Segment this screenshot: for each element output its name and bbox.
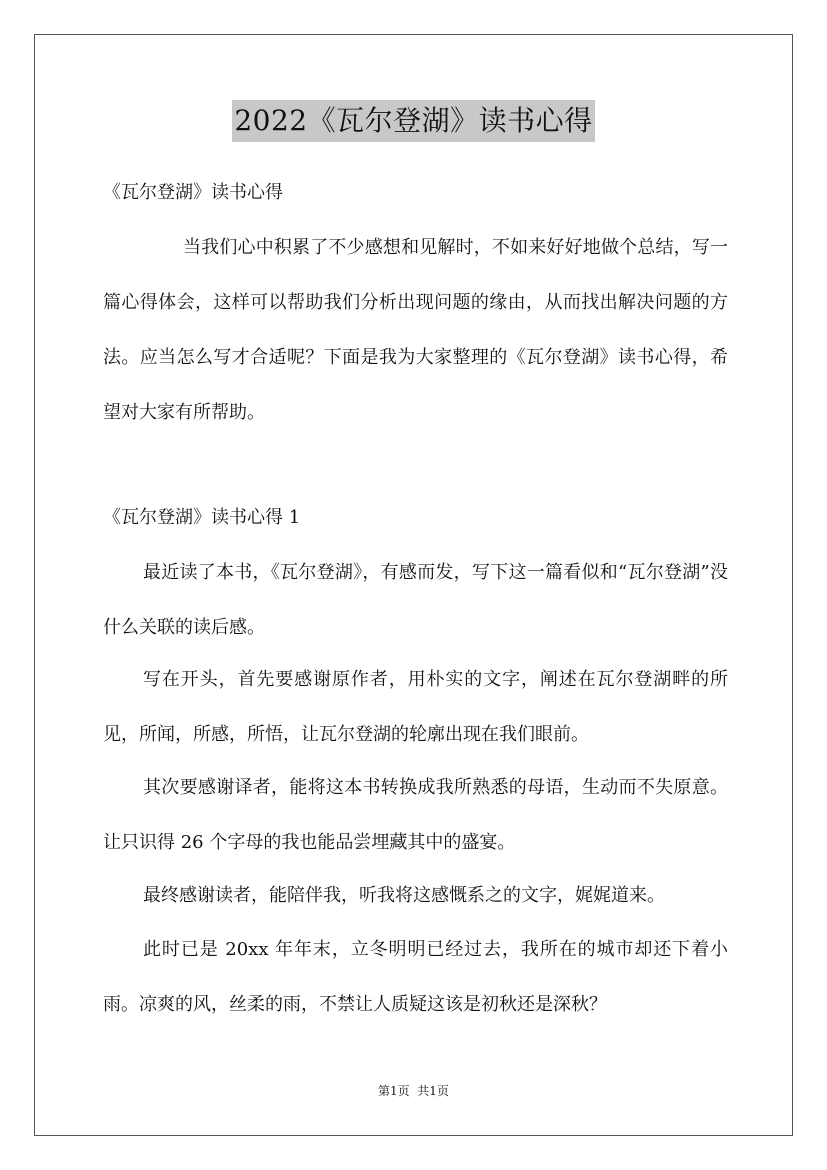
body-paragraph-5: 此时已是 20xx 年年末，立冬明明已经过去，我所在的城市却还下着小雨。凉爽的风，丝柔的雨，不禁让人质疑这该是初秋还是深秋？: [103, 939, 728, 1015]
body-paragraph-2: 写在开头，首先要感谢原作者，用朴实的文字，阐述在瓦尔登湖畔的所见，所闻，所感，所悟，让瓦尔登湖的轮廓出现在我们眼前。: [103, 669, 728, 745]
body-paragraph-1: 最近读了本书，《瓦尔登湖》，有感而发，写下这一篇看似和“瓦尔登湖”没什么关联的读后感。: [103, 562, 728, 638]
document-title: 2022《瓦尔登湖》读书心得: [232, 100, 594, 142]
body-paragraph-3: 其次要感谢译者，能将这本书转换成我所熟悉的母语，生动而不失原意。让只识得 26 个字母的我也能品尝埋藏其中的盛宴。: [103, 777, 728, 853]
section-heading: 《瓦尔登湖》读书心得 1: [103, 507, 301, 528]
document-subtitle: 《瓦尔登湖》读书心得: [103, 182, 283, 203]
body-paragraph-4: 最终感谢读者，能陪伴我，听我将这感慨系之的文字，娓娓道来。: [143, 885, 665, 906]
page-footer: [0, 1082, 827, 1100]
title-container: [0, 100, 827, 142]
page-number: 第1页 共1页: [378, 1084, 449, 1098]
intro-paragraph: 当我们心中积累了不少感想和见解时，不如来好好地做个总结，写一篇心得体会，这样可以帮助我们分析出现问题的缘由，从而找出解决问题的方法。应当怎么写才合适呢？下面是我为大家整理的《瓦尔登湖》读书心得，希望对大家有所帮助。: [103, 237, 728, 423]
